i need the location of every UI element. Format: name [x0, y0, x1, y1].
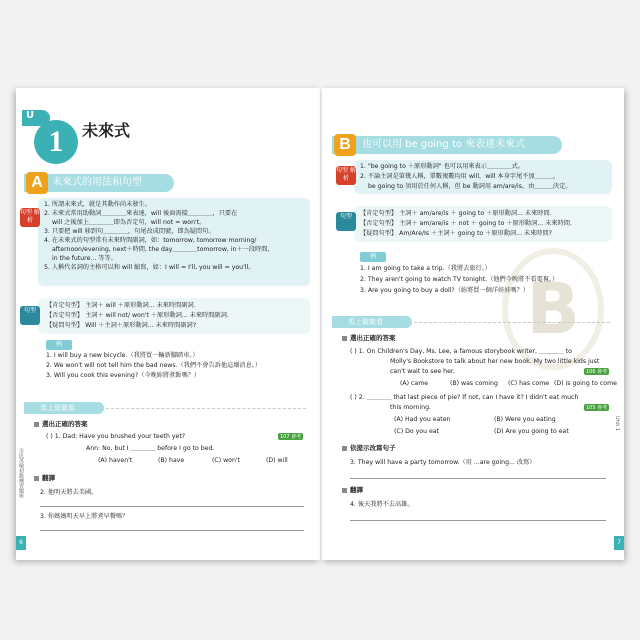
option-d[interactable]: (D) Are you going to eat — [494, 428, 569, 435]
bullet-icon — [34, 422, 39, 427]
divider — [414, 322, 610, 323]
option-b[interactable]: (B) Were you eating — [494, 416, 556, 423]
section-a-letter: A — [26, 172, 48, 194]
unit-number: 1 — [34, 120, 78, 164]
right-page — [322, 88, 624, 560]
rule-line: 1. 所謂未來式，就是其動作尚未發生。 — [44, 201, 151, 208]
pattern-tag: 句型 — [20, 306, 40, 325]
question-text: Molly's Bookstore to talk about her new book. My two little kids just — [390, 358, 600, 365]
example-line: 3. Are you going to buy a doll?（妳將買一個洋娃娃嗎？） — [360, 287, 529, 294]
side-title: Unit 1 — [614, 416, 620, 431]
pattern-line: 【疑問句型】 Am/Are/Is ＋主詞＋ going to ＋原形動詞... 未來時間? — [360, 230, 552, 237]
question-text: ( ) 2. ＿＿＿＿ that last piece of pie? If not, can I have it? I didn't eat much — [350, 394, 579, 401]
unit-tag: U — [22, 110, 50, 126]
exam-tag: 106 會考 — [586, 369, 608, 375]
answer-line[interactable] — [40, 530, 304, 531]
question-text: can't wait to see her. — [390, 368, 455, 375]
rule-line: 3. 只要把 will 移到句＿＿＿＿，句尾改成問號，即為疑問句。 — [44, 228, 215, 235]
rule-line: will 之後加上＿＿＿＿即為否定句，will not = won't。 — [52, 219, 206, 226]
rule-line: be going to 須用於任何人稱，但 be 動詞用 am/are/is，由＿＿＿決定。 — [368, 183, 572, 190]
pattern-line: 【否定句型】 主詞＋ am/are/is ＋ not ＋ going to ＋原形動詞... 未來時間. — [360, 220, 572, 227]
option-d[interactable]: (D) is going to come — [554, 380, 617, 387]
option-c[interactable]: (C) has come — [508, 380, 550, 387]
translate-question: 4. 後天我將不去高雄。 — [350, 501, 414, 508]
translate-heading: 翻譯 — [34, 474, 55, 483]
exam-tag: 107 會考 — [280, 434, 302, 440]
bullet-icon — [342, 446, 347, 451]
option-b[interactable]: (B) have — [158, 457, 185, 464]
option-a[interactable]: (A) Had you eaten — [394, 416, 451, 423]
left-page — [16, 88, 320, 560]
translate-question: 2. 他明天將去美國。 — [40, 489, 98, 496]
rewrite-heading: 依提示改寫句子 — [342, 444, 396, 453]
option-c[interactable]: (C) won't — [212, 457, 241, 464]
translate-question: 3. 你媽媽明天早上將煮早餐嗎？ — [40, 513, 129, 520]
practice-band — [332, 316, 412, 328]
option-a[interactable]: (A) came — [400, 380, 429, 387]
rule-line: 2. 不論主詞是第幾人稱，單數複數均用 will，will 本身字尾不加＿＿＿， — [360, 173, 560, 180]
rule-line: 1. "be going to ＋原形動詞" 也可以用來表示＿＿＿＿式。 — [360, 163, 525, 170]
option-d[interactable]: (D) will — [266, 457, 288, 464]
question-text: ( ) 1. On Children's Day, Ms. Lee, a famous storybook writer, ＿＿＿＿ to — [350, 348, 572, 355]
bullet-icon — [34, 476, 39, 481]
section-b-bar — [332, 136, 562, 154]
pattern-line: 【否定句型】 主詞＋ will not/ won't ＋原形動詞... 未來時間副詞. — [46, 312, 229, 319]
pattern-line: 【疑問句型】 Will ＋主詞＋原形動詞... 未來時間副詞? — [46, 322, 196, 329]
rule-line: in the future... 等等。 — [52, 255, 117, 262]
section-b-letter: B — [334, 134, 356, 156]
practice-title: 馬上做做看 — [40, 404, 75, 412]
example-line: 2. We won't will not tell him the bad news.（我們不會告訴他這壞消息。） — [46, 362, 262, 369]
rule-line: 5. 人稱代名詞的主格可以和 will 縮寫，如：I will = I'll, you will = you'll。 — [44, 264, 255, 271]
option-a[interactable]: (A) haven't — [98, 457, 133, 464]
watermark-logo: B — [502, 248, 604, 370]
answer-line[interactable] — [350, 520, 606, 521]
example-label: 例 — [46, 340, 72, 350]
question-text: ( ) 1. Dad: Have you brushed your teeth yet? — [46, 433, 186, 440]
pattern-line: 【肯定句型】 主詞＋ will ＋原形動詞... 未來時間副詞. — [46, 302, 196, 309]
side-title: 全民英檢初級練習題庫 — [18, 448, 24, 498]
answer-line[interactable] — [350, 478, 606, 479]
rule-line: 4. 在未來式的句型常有未來時間副詞，如：tomorrow, tomorrow morning/ — [44, 237, 257, 244]
example-line: 3. Will you cook this evening?（今晚妳將煮飯嗎？） — [46, 372, 201, 379]
analysis-tag: 句型 解析 — [20, 208, 40, 227]
translate-heading: 翻譯 — [342, 486, 363, 495]
practice-band — [24, 402, 104, 414]
page-number: 7 — [614, 536, 624, 550]
section-b-title: 也可以用 be going to 來表達未來式 — [362, 139, 526, 150]
unit-badge — [22, 106, 74, 158]
example-label: 例 — [360, 252, 386, 262]
question-text: this morning. — [390, 404, 431, 411]
page-title: 未來式 — [82, 121, 131, 140]
bullet-icon — [342, 488, 347, 493]
bullet-icon — [342, 336, 347, 341]
rule-line: 2. 未來式常用助動詞＿＿＿＿來表達，will 後面需接＿＿＿＿，只要在 — [44, 210, 238, 217]
option-c[interactable]: (C) Do you eat — [394, 428, 439, 435]
choice-heading: 選出正確的答案 — [342, 334, 396, 343]
section-a-title: 未來式的用法和句型 — [52, 177, 142, 188]
divider — [106, 408, 306, 409]
page-number: 6 — [16, 536, 26, 550]
question-text: Ann: No, but I ＿＿＿＿ before I go to bed. — [86, 445, 215, 452]
example-line: 1. I will buy a new bicycle.（我將買一輛新腳踏車。） — [46, 352, 199, 359]
choice-heading: 選出正確的答案 — [34, 420, 88, 429]
answer-line[interactable] — [40, 506, 304, 507]
rule-line: afternoon/evening, next＋時間, the day＿＿＿＿tomorrow, in＋一段時間, — [52, 246, 270, 253]
pattern-tag: 句型 — [336, 212, 356, 231]
analysis-tag: 句型 解析 — [336, 166, 356, 185]
example-line: 2. They aren't going to watch TV tonight.（他們今晚將不看電視。） — [360, 276, 559, 283]
exam-tag: 105 會考 — [586, 405, 608, 411]
practice-title: 馬上做做看 — [348, 318, 383, 326]
option-b[interactable]: (B) was coming — [450, 380, 498, 387]
rewrite-question: 3. They will have a party tomorrow.（用 ...are going... 改寫） — [350, 459, 536, 466]
example-line: 1. I am going to take a trip.（我將去旅行。） — [360, 265, 491, 272]
pattern-line: 【肯定句型】 主詞＋ am/are/is ＋ going to ＋原形動詞... 未來時間. — [360, 210, 552, 217]
